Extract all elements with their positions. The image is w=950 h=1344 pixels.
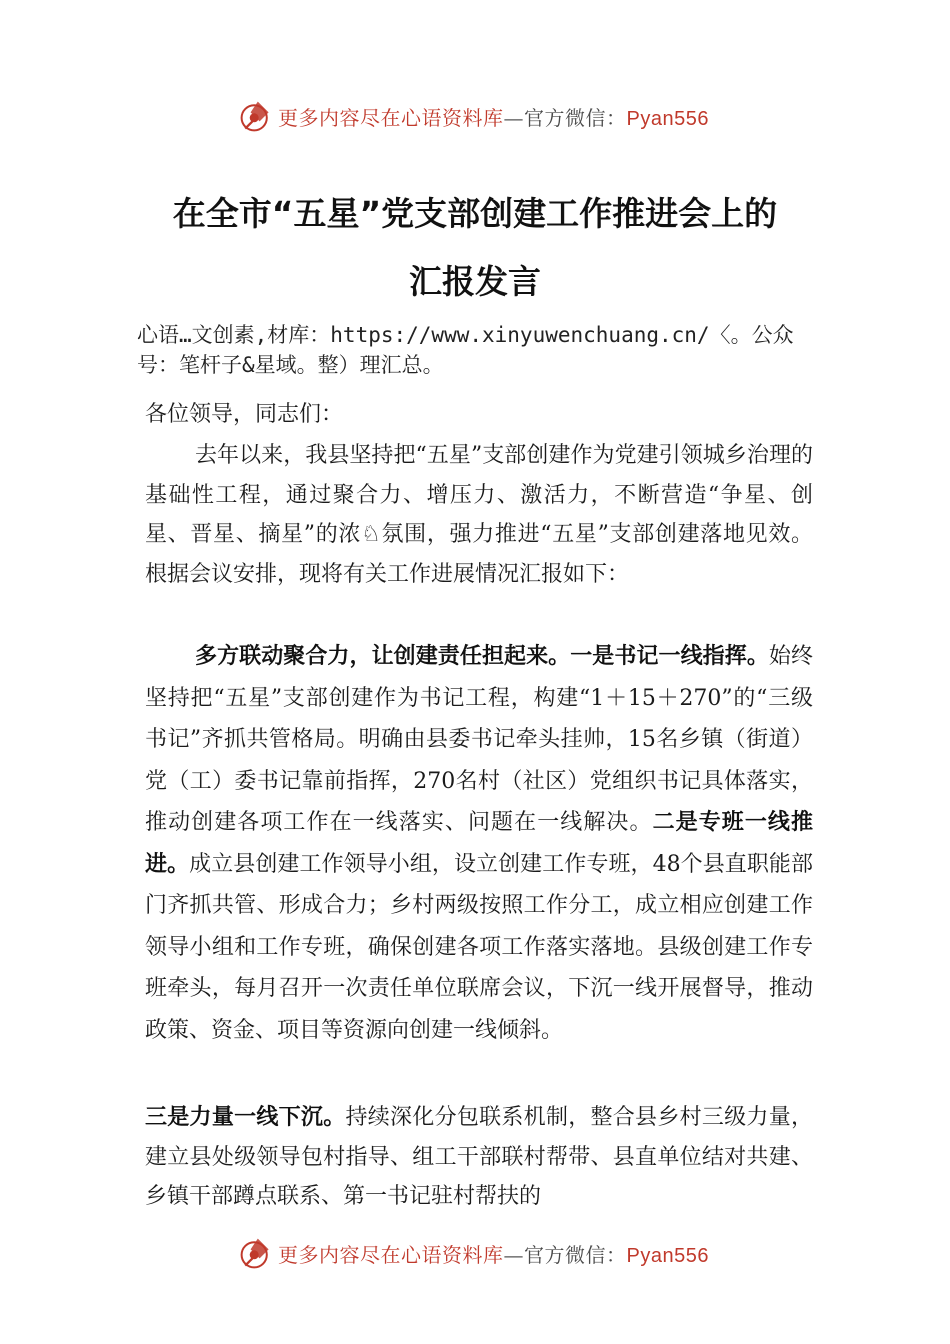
item1-title: 一是书记一线指挥。 — [570, 644, 769, 669]
watermark-text: 更多内容尽在心语资料库—官方微信：Pyan556 — [278, 1242, 709, 1267]
intro-paragraph: 去年以来，我县坚持把“五星”支部创建作为党建引领城乡治理的基础性工程，通过聚合力、增压力、激活力，不断营造“争星、创星、晋星、摘星”的浓♘氛围，强力推进“五星”支部创建落地见效。根据会议安排，现将有关工作进展情况汇报如下： — [145, 443, 813, 587]
item1-text: 始终坚持把“五星”支部创建作为书记工程，构建“1＋15＋270”的“三级书记”齐抓共管格局。明确由县委书记牵头挂帅，15名乡镇（街道）党（工）委书记靠前指挥，270名村（社区）党组织书记具体落实，推动创建各项工作在一线落实、问题在一线解决。 — [145, 644, 813, 835]
item2-title: 二是专班一线推进。 — [145, 810, 813, 877]
pen-logo-icon — [238, 1235, 274, 1271]
item3-title: 三是力量一线下沉。 — [145, 1105, 346, 1130]
item3-text: 持续深化分包联系机制，整合县乡村三级力量，建立县处级领导包村指导、组工干部联村帮带、县直单位结对共建、乡镇干部蹲点联系、第一书记驻村帮扶的 — [145, 1105, 813, 1209]
document-title-line1: 在全市“五星”党支部创建工作推进会上的 — [172, 194, 778, 233]
source-note: 心语…文创素,材库：https://www.xinyuwenchuang.cn/〈。公众号：笔杆子&星域。整）理汇总。 — [137, 323, 794, 377]
section1-paragraph — [145, 636, 813, 1051]
watermark-banner-bottom — [0, 1231, 950, 1275]
item3-paragraph — [145, 1098, 813, 1217]
greeting: 各位领导，同志们： — [145, 402, 344, 427]
pen-logo-icon — [238, 98, 274, 134]
document-title-line2: 汇报发言 — [409, 262, 541, 301]
watermark-text: 更多内容尽在心语资料库—官方微信：Pyan556 — [278, 105, 709, 130]
item2-text: 成立县创建工作领导小组，设立创建工作专班，48个县直职能部门齐抓共管、形成合力；乡村两级按照工作分工，成立相应创建工作领导小组和工作专班，确保创建各项工作落实落地。县级创建工作专班牵头，每月召开一次责任单位联席会议，下沉一线开展督导，推动政策、资金、项目等资源向创建一线倾斜。 — [145, 851, 813, 1043]
watermark-banner-top — [0, 94, 950, 138]
section1-heading: 多方联动聚合力，让创建责任担起来。 — [195, 644, 571, 669]
